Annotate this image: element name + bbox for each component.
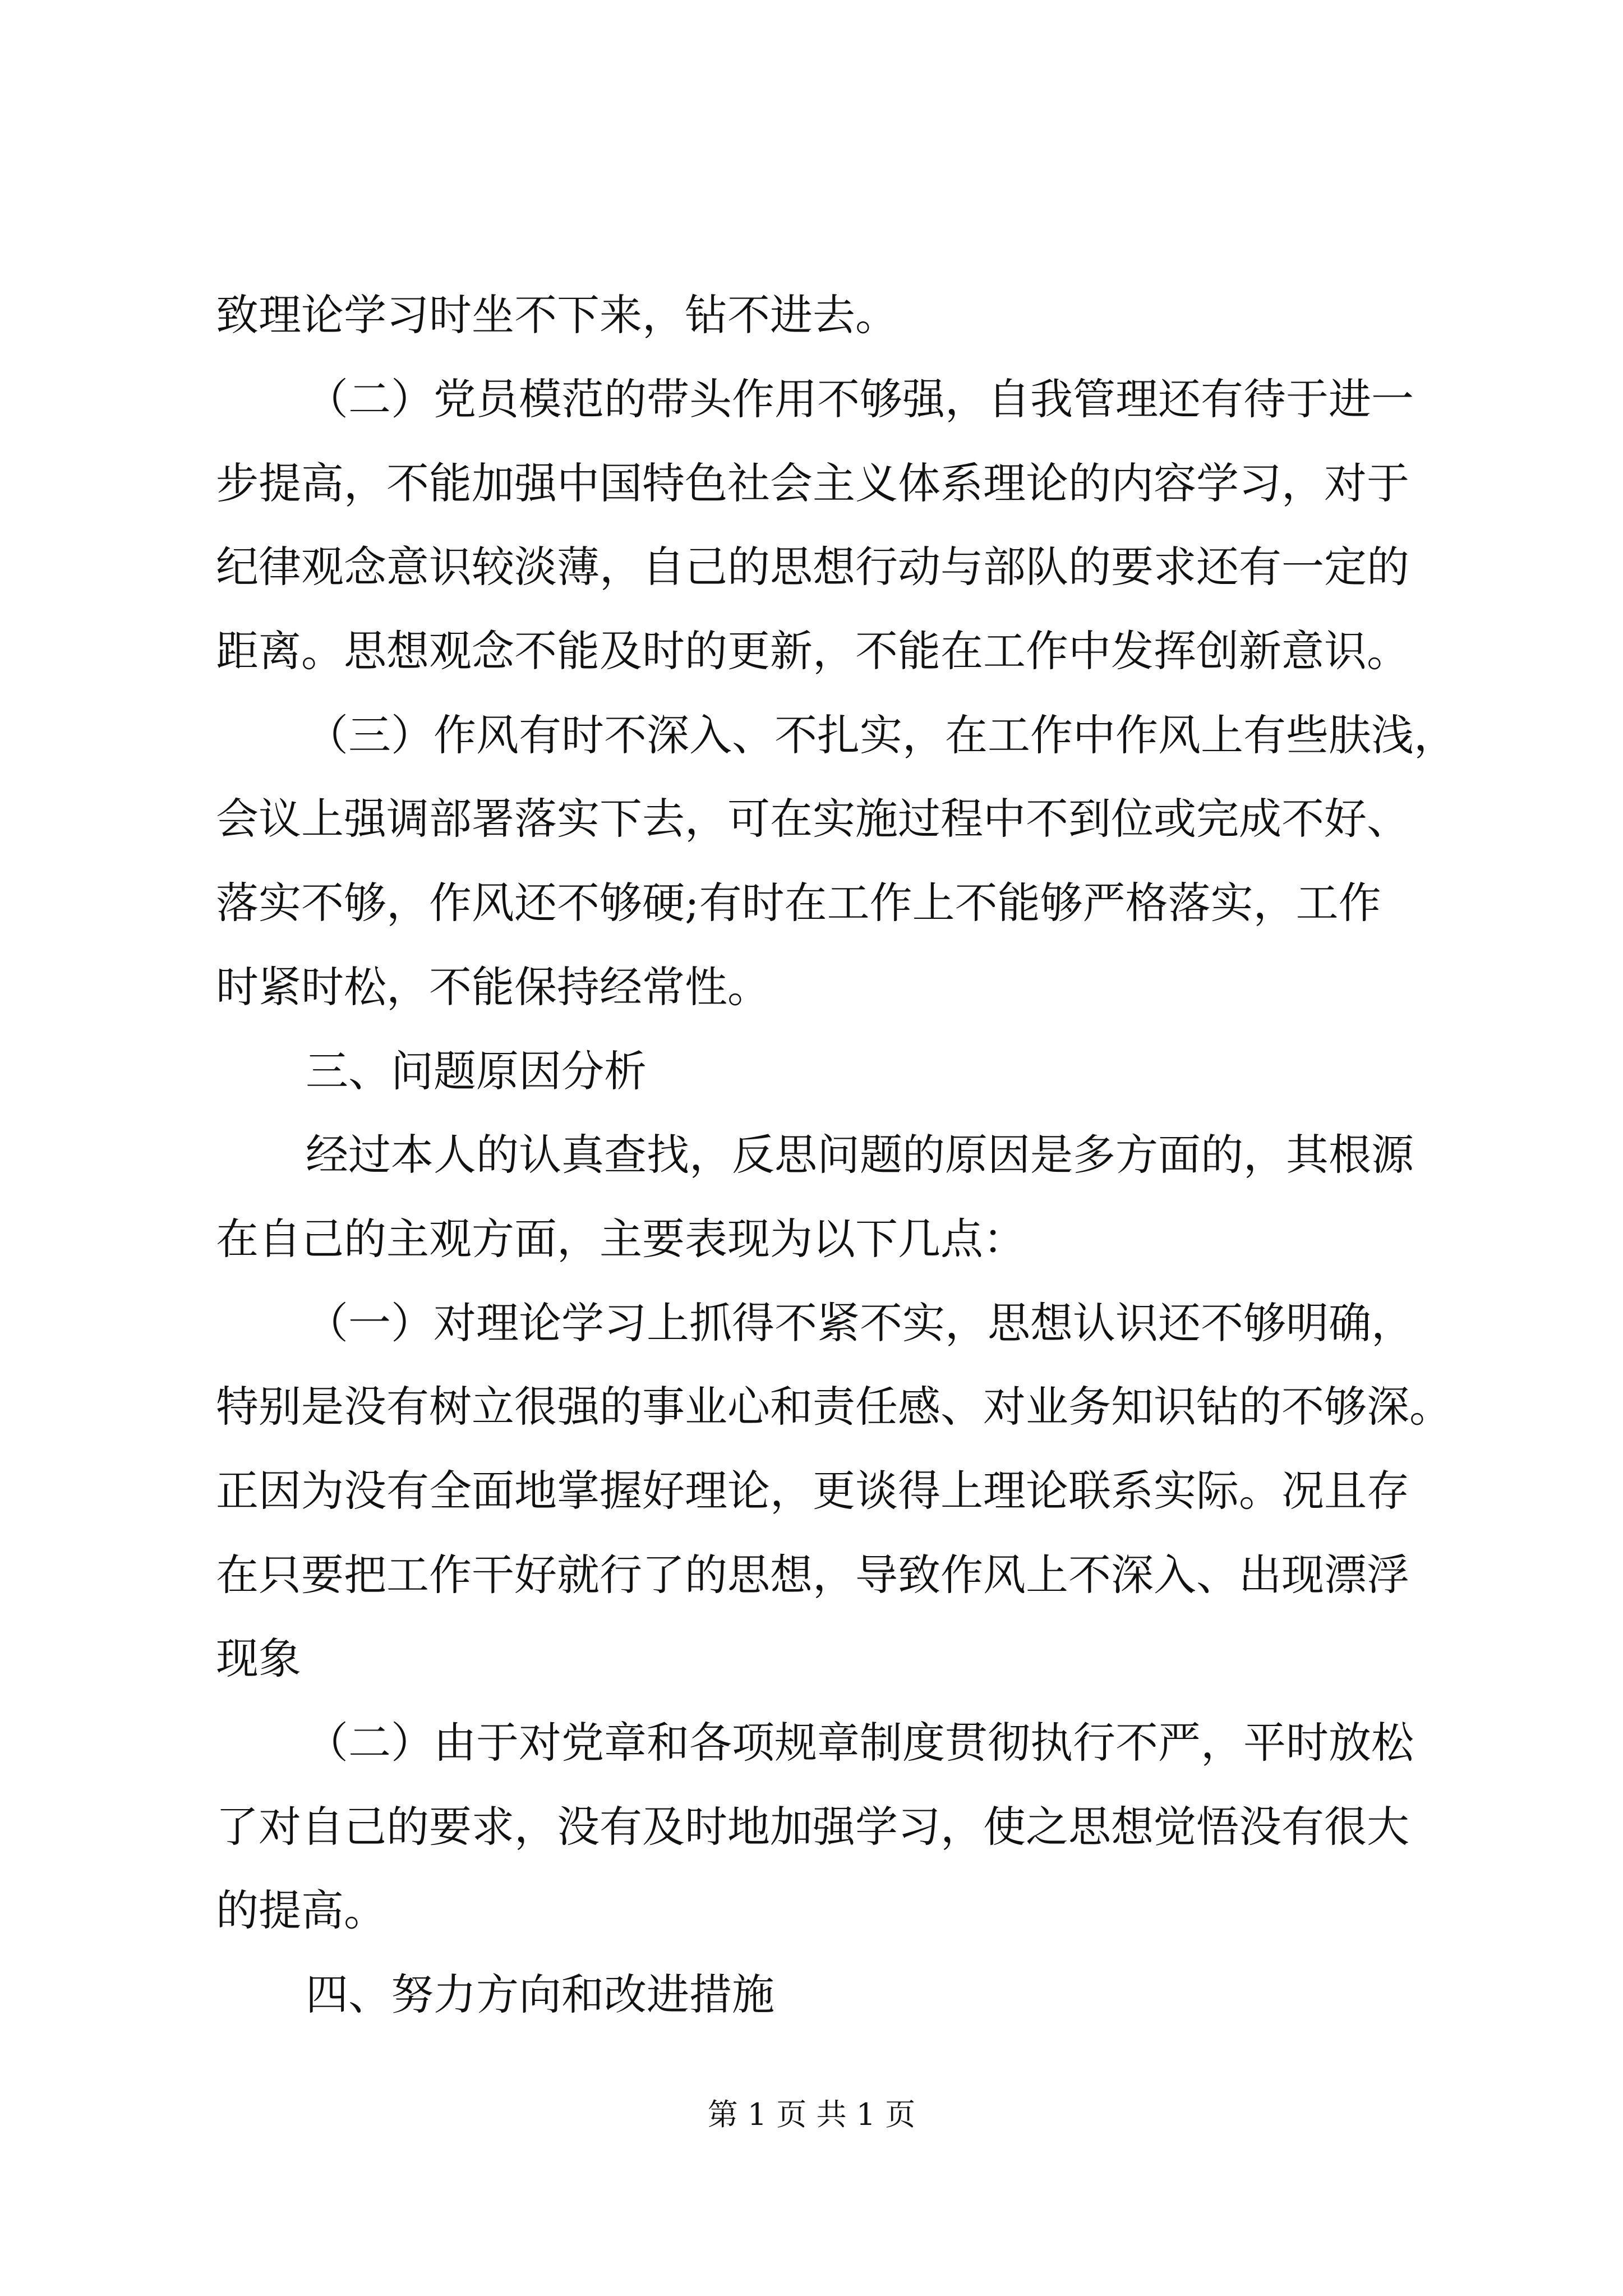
body-line: 致理论学习时坐不下来，钻不进去。 xyxy=(216,290,898,340)
section-heading: 三、问题原因分析 xyxy=(306,1046,647,1096)
body-line: 时紧时松，不能保持经常性。 xyxy=(216,962,770,1012)
body-line: 步提高，不能加强中国特色社会主义体系理论的内容学习，对于 xyxy=(216,458,1409,508)
body-line: 在自己的主观方面，主要表现为以下几点： xyxy=(216,1214,1026,1264)
body-line: 的提高。 xyxy=(216,1885,386,1935)
page-footer: 第 1 页 共 1 页 xyxy=(707,2097,916,2132)
body-line: （三）作风有时不深入、不扎实，在工作中作风上有些肤浅， xyxy=(306,710,1456,760)
body-line: 距离。思想观念不能及时的更新，不能在工作中发挥创新意识。 xyxy=(216,626,1409,676)
section-heading: 四、努力方向和改进措施 xyxy=(306,1970,774,2019)
body-line: 在只要把工作干好就行了的思想，导致作风上不深入、出现漂浮 xyxy=(216,1550,1409,1600)
body-line: 特别是没有树立很强的事业心和责任感、对业务知识钻的不够深。 xyxy=(216,1382,1452,1432)
body-line: （一）对理论学习上抓得不紧不实，思想认识还不够明确， xyxy=(306,1298,1414,1348)
body-line: 落实不够，作风还不够硬;有时在工作上不能够严格落实，工作 xyxy=(216,878,1381,928)
body-line: 了对自己的要求，没有及时地加强学习，使之思想觉悟没有很大 xyxy=(216,1802,1409,1852)
body-line: 现象 xyxy=(216,1634,301,1683)
body-line: 纪律观念意识较淡薄，自己的思想行动与部队的要求还有一定的 xyxy=(216,542,1409,592)
body-line: 正因为没有全面地掌握好理论，更谈得上理论联系实际。况且存 xyxy=(216,1466,1409,1516)
body-line: （二）党员模范的带头作用不够强，自我管理还有待于进一 xyxy=(306,374,1414,424)
body-line: （二）由于对党章和各项规章制度贯彻执行不严，平时放松 xyxy=(306,1718,1414,1768)
body-line: 经过本人的认真查找，反思问题的原因是多方面的，其根源 xyxy=(306,1130,1414,1180)
body-line: 会议上强调部署落实下去，可在实施过程中不到位或完成不好、 xyxy=(216,794,1409,844)
